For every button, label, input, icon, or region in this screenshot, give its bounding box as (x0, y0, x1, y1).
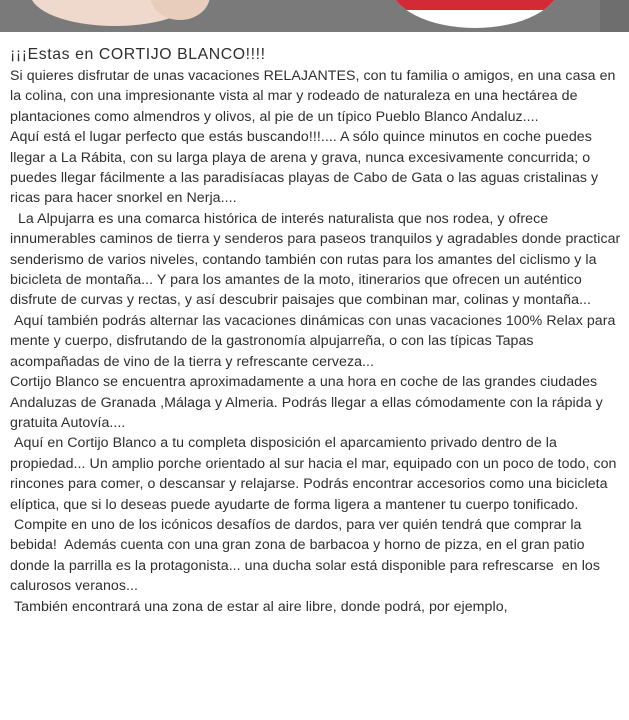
post-paragraph: También encontrará una zona de estar al aire libre, donde podrá, por ejemplo, (10, 598, 508, 615)
post-paragraph: Compite en uno de los icónicos desafíos de dardos, para ver quién tendrá que comprar la bebida! Además cuenta con una gran zona de barbacoa y horno de pizza, en el gran patio donde la parrilla es la protagonista... una ducha solar está disponible para refrescarse en los calurosos veranos... (10, 516, 604, 595)
header-photo-strip (0, 0, 629, 32)
post-title: ¡¡¡Estas en CORTIJO BLANCO!!!! (10, 46, 266, 63)
post-body (10, 44, 625, 617)
post-paragraph: Si quieres disfrutar de unas vacaciones RELAJANTES, con tu familia o amigos, en una casa en la colina, con una impresionante vista al mar y rodeado de naturaleza en una hectárea de plantaciones como almendros y olivos, al pie de un típico Pueblo Blanco Andaluz.... (10, 68, 620, 125)
post-paragraph: La Alpujarra es una comarca histórica de interés naturalista que nos rodea, y ofrece innumerables caminos de tierra y senderos para paseos tranquilos y agradables donde practicar senderismo de varios niveles, contando también con rutas para los amantes del ciclismo y la bicicleta de montaña... Y para los amantes de la moto, itinerarios que ofrecen un auténtico disfrute de curvas y rectas, y así descubrir paisajes que combinan mar, colinas y montaña... (10, 210, 625, 309)
post-paragraph: Cortijo Blanco se encuentra aproximadamente a una hora en coche de las grandes ciudades Andaluzas de Granada ,Málaga y Almeria. Podrás llegar a ellas cómodamente con la rápida y gratuita Autovía.... (10, 374, 607, 431)
post-paragraph: Aquí también podrás alternar las vacaciones dinámicas con unas vacaciones 100% Relax para mente y cuerpo, disfrutando de la gastronomía alpujarreña, o con las típicas Tapas acompañadas de vino de la tierra y refrescante cerveza... (10, 312, 620, 370)
post-paragraph: Aquí está el lugar perfecto que estás buscando!!!.... A sólo quince minutos en coche puedes llegar a La Rábita, con su larga playa de arena y grava, nunca excesivamente concurrida; o puedes llegar fácilmente a las paradisíacas playas de Cabo de Gata o las aguas cristalinas y ricas para hacer snorkel en Nerja.... (10, 129, 603, 207)
header-photo-flag (390, 0, 560, 28)
post-paragraph: Aquí en Cortijo Blanco a tu completa disposición el aparcamiento privado dentro de la propiedad... Un amplio porche orientado al sur hacia el mar, equipado con un poco de todo, con rincones para comer, o descansar y relajarse. Podrás encontrar accesorios como una bicicleta elíptica, que si lo deseas puede ayudarte de forma ligera a mantener tu cuerpo tonificado. (10, 435, 621, 513)
header-photo-edge (600, 0, 629, 32)
